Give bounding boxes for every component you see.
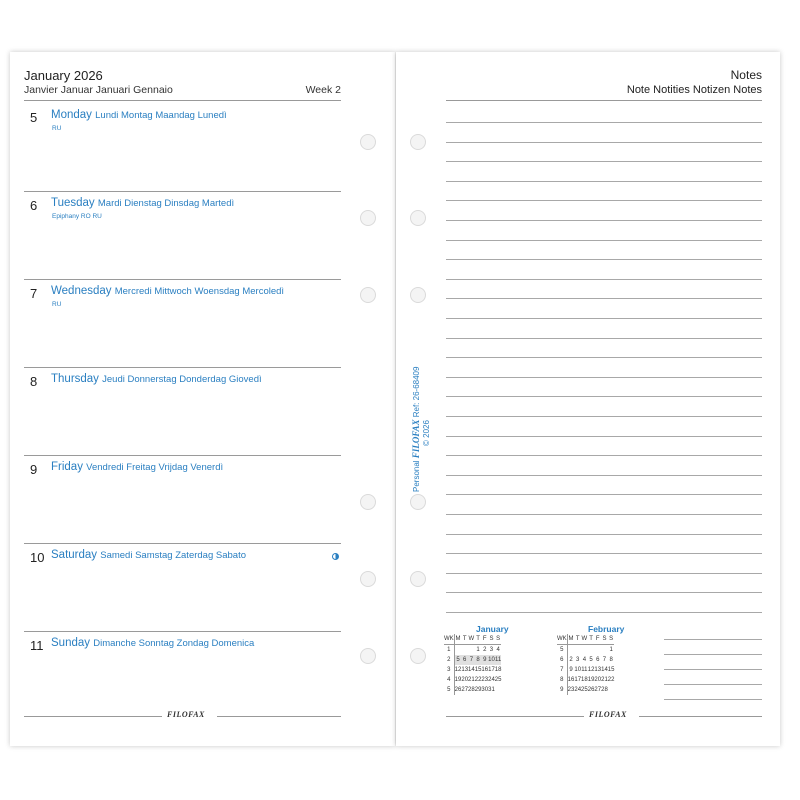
- day-name: Wednesday Mercredi Mittwoch Woensdag Mercoledì: [51, 285, 285, 297]
- date-cell: [601, 645, 608, 656]
- date-cell: 12: [587, 667, 595, 673]
- note-line: [446, 161, 762, 162]
- week-column-header: WK: [444, 634, 454, 645]
- punch-hole: [360, 134, 376, 150]
- date-cell: 2: [483, 647, 487, 653]
- date-cell: [495, 685, 502, 695]
- note-line: [446, 553, 762, 554]
- date-cell: 9: [483, 657, 487, 663]
- copyright: © 2026: [422, 420, 431, 446]
- brand-logo: FILOFAX: [589, 710, 627, 719]
- punch-hole: [360, 210, 376, 226]
- date-cell: 27: [461, 687, 469, 693]
- note-line: [446, 534, 762, 535]
- page-footer: [446, 710, 762, 722]
- date-cell: 28: [601, 687, 608, 693]
- date-cell: 20: [461, 677, 469, 683]
- weekday-header: T: [574, 634, 581, 645]
- note-line: [446, 377, 762, 378]
- date-cell: 5: [589, 657, 593, 663]
- month-translations: Janvier Januar Januari Gennaio: [24, 84, 173, 96]
- week-number-cell: 7: [557, 665, 567, 675]
- note-line: [446, 259, 762, 260]
- punch-hole: [410, 571, 426, 587]
- calendar-week-row: [557, 645, 614, 656]
- day-name: Tuesday Mardi Dienstag Dinsdag Martedì: [51, 197, 235, 209]
- weekday-header: M: [454, 634, 461, 645]
- date-cell: 15: [607, 667, 615, 673]
- day-row-monday[interactable]: [24, 104, 341, 192]
- date-cell: 12: [454, 667, 462, 673]
- day-name: Thursday Jeudi Donnerstag Donderdag Giovedì: [51, 373, 262, 385]
- brand-logo: FILOFAX: [167, 710, 205, 719]
- header-rule: [24, 100, 341, 101]
- weekday-header: F: [481, 634, 488, 645]
- note-line: [446, 494, 762, 495]
- punch-hole: [410, 287, 426, 303]
- page-footer: [24, 710, 341, 722]
- note-line: [446, 612, 762, 613]
- date-cell: 25: [494, 677, 502, 683]
- date-cell: 23: [481, 677, 489, 683]
- calendar-side-line: [664, 669, 762, 670]
- date-cell: [468, 645, 475, 656]
- note-line: [446, 122, 762, 123]
- note-line: [446, 318, 762, 319]
- date-cell: 24: [488, 677, 495, 683]
- date-cell: [588, 645, 595, 656]
- note-line: [446, 573, 762, 574]
- vertical-brand-logo: FILOFAX: [411, 419, 421, 459]
- date-cell: 14: [468, 667, 475, 673]
- date-cell: 17: [574, 677, 582, 683]
- day-name: Saturday Samedi Samstag Zaterdag Sabato: [51, 549, 246, 561]
- note-line: [446, 396, 762, 397]
- week-number-cell: 5: [444, 685, 454, 695]
- calendar-week-row: [557, 675, 614, 685]
- calendar-week-row: [557, 655, 614, 665]
- day-row-tuesday[interactable]: [24, 192, 341, 280]
- holiday-note: Epiphany RO RU: [52, 213, 102, 220]
- week-number-cell: 6: [557, 655, 567, 665]
- notes-title: Notes: [730, 68, 762, 82]
- weekday-header: S: [601, 634, 608, 645]
- mini-calendar-title: February: [588, 624, 625, 634]
- date-cell: 10: [574, 667, 582, 673]
- date-cell: 4: [582, 657, 587, 663]
- day-row-wednesday[interactable]: [24, 280, 341, 368]
- punch-hole: [360, 287, 376, 303]
- holiday-note: RU: [52, 125, 62, 132]
- date-cell: 7: [602, 657, 607, 663]
- vertical-reference: [411, 332, 439, 492]
- date-cell: [454, 645, 461, 656]
- date-cell: 16: [567, 677, 575, 683]
- date-cell: 28: [468, 687, 475, 693]
- punch-hole: [360, 494, 376, 510]
- left-page: [10, 52, 395, 746]
- day-name: Monday Lundi Montag Maandag Lunedì: [51, 109, 227, 121]
- day-number: 11: [30, 638, 44, 653]
- day-number: 6: [30, 198, 38, 213]
- note-line: [446, 279, 762, 280]
- week-number: Week 2: [305, 84, 341, 96]
- day-number: 7: [30, 286, 38, 301]
- punch-hole: [410, 210, 426, 226]
- date-cell: 10: [488, 657, 495, 663]
- calendar-side-line: [664, 699, 762, 700]
- punch-hole: [410, 134, 426, 150]
- weekday-header: S: [608, 634, 615, 645]
- weekday-header: T: [588, 634, 595, 645]
- date-cell: 4: [496, 647, 500, 653]
- weekday-header: T: [461, 634, 468, 645]
- date-cell: [574, 645, 581, 656]
- week-number-cell: 1: [444, 645, 454, 656]
- date-cell: 7: [469, 657, 474, 663]
- date-cell: 5: [454, 655, 461, 665]
- footer-rule: [446, 716, 584, 717]
- day-number: 10: [30, 550, 45, 565]
- week-number-cell: 4: [444, 675, 454, 685]
- product-size: Personal: [412, 460, 421, 492]
- date-cell: 13: [594, 667, 602, 673]
- holiday-note: RU: [52, 301, 62, 308]
- footer-rule: [24, 716, 162, 717]
- note-line: [446, 240, 762, 241]
- date-cell: 30: [481, 687, 489, 693]
- note-line: [446, 298, 762, 299]
- weekday-header: W: [581, 634, 588, 645]
- date-cell: 17: [488, 667, 495, 673]
- day-number: 8: [30, 374, 38, 389]
- date-cell: 20: [594, 677, 602, 683]
- date-cell: 11: [495, 657, 502, 663]
- note-line: [446, 357, 762, 358]
- date-cell: 21: [468, 677, 475, 683]
- weekday-header: F: [594, 634, 601, 645]
- mini-calendar-grid: [444, 634, 501, 695]
- note-line: [446, 455, 762, 456]
- punch-hole: [410, 494, 426, 510]
- mini-calendar-grid: [557, 634, 614, 695]
- footer-rule: [639, 716, 762, 717]
- calendar-week-row: [444, 655, 501, 665]
- moon-phase-icon: [332, 553, 339, 560]
- calendar-week-row: [444, 675, 501, 685]
- date-cell: [581, 645, 588, 656]
- date-cell: 26: [454, 687, 462, 693]
- punch-hole: [410, 648, 426, 664]
- date-cell: 26: [587, 687, 595, 693]
- date-cell: 16: [481, 667, 489, 673]
- date-cell: 29: [474, 687, 482, 693]
- calendar-week-row: [444, 685, 501, 695]
- date-cell: 22: [474, 677, 482, 683]
- weekday-header: M: [567, 634, 574, 645]
- week-number-cell: 3: [444, 665, 454, 675]
- date-cell: 9: [569, 667, 573, 673]
- week-number-cell: 5: [557, 645, 567, 656]
- weekday-header: S: [488, 634, 495, 645]
- date-cell: 13: [461, 667, 469, 673]
- date-cell: 23: [567, 687, 575, 693]
- day-number: 5: [30, 110, 38, 125]
- right-page: [396, 52, 780, 746]
- calendar-week-row: [557, 685, 614, 695]
- footer-rule: [217, 716, 341, 717]
- date-cell: 19: [454, 677, 462, 683]
- weekday-header: S: [495, 634, 502, 645]
- date-cell: 31: [488, 687, 495, 693]
- date-cell: 3: [489, 647, 494, 653]
- note-line: [446, 416, 762, 417]
- date-cell: 6: [463, 657, 467, 663]
- notes-translations: Note Notities Notizen Notes: [626, 84, 762, 96]
- date-cell: 1: [476, 647, 480, 653]
- date-cell: [608, 685, 615, 695]
- week-number-cell: 8: [557, 675, 567, 685]
- calendar-side-line: [664, 654, 762, 655]
- date-cell: [461, 645, 468, 656]
- day-name: Sunday Dimanche Sonntag Zondag Domenica: [51, 637, 255, 649]
- note-line: [446, 181, 762, 182]
- punch-hole: [360, 648, 376, 664]
- day-name: Friday Vendredi Freitag Vrijdag Venerdì: [51, 461, 224, 473]
- note-line: [446, 436, 762, 437]
- date-cell: 25: [581, 687, 588, 693]
- note-line: [446, 514, 762, 515]
- product-ref: Ref: 26-68409: [412, 366, 421, 418]
- day-row-thursday[interactable]: [24, 368, 341, 456]
- note-line: [446, 475, 762, 476]
- calendar-side-line: [664, 639, 762, 640]
- note-line: [446, 200, 762, 201]
- day-row-friday[interactable]: [24, 456, 341, 544]
- date-cell: 14: [601, 667, 608, 673]
- date-cell: 19: [587, 677, 595, 683]
- week-number-cell: 2: [444, 655, 454, 665]
- calendar-week-row: [557, 665, 614, 675]
- date-cell: 2: [569, 657, 573, 663]
- date-cell: 8: [609, 657, 613, 663]
- date-cell: [594, 645, 601, 656]
- date-cell: 3: [576, 657, 580, 663]
- calendar-week-row: [444, 665, 501, 675]
- calendar-side-line: [664, 684, 762, 685]
- day-number: 9: [30, 462, 38, 477]
- date-cell: [567, 645, 574, 656]
- week-column-header: WK: [557, 634, 567, 645]
- date-cell: 27: [594, 687, 602, 693]
- date-cell: 11: [581, 667, 588, 673]
- punch-hole: [360, 571, 376, 587]
- day-row-saturday[interactable]: [24, 544, 341, 632]
- header-rule: [446, 100, 762, 101]
- date-cell: 1: [609, 647, 613, 653]
- mini-calendar-title: January: [476, 624, 509, 634]
- date-cell: 22: [607, 677, 615, 683]
- date-cell: 8: [476, 657, 480, 663]
- date-cell: 24: [574, 687, 582, 693]
- date-cell: 18: [581, 677, 588, 683]
- note-line: [446, 338, 762, 339]
- weekday-header: T: [475, 634, 482, 645]
- weekday-header: W: [468, 634, 475, 645]
- date-cell: 18: [494, 667, 502, 673]
- note-line: [446, 592, 762, 593]
- month-title: January 2026: [24, 68, 103, 83]
- calendar-week-row: [444, 645, 501, 656]
- week-number-cell: 9: [557, 685, 567, 695]
- date-cell: 15: [474, 667, 482, 673]
- note-line: [446, 220, 762, 221]
- date-cell: 21: [601, 677, 608, 683]
- day-row-sunday[interactable]: [24, 632, 341, 720]
- date-cell: 6: [596, 657, 600, 663]
- note-line: [446, 142, 762, 143]
